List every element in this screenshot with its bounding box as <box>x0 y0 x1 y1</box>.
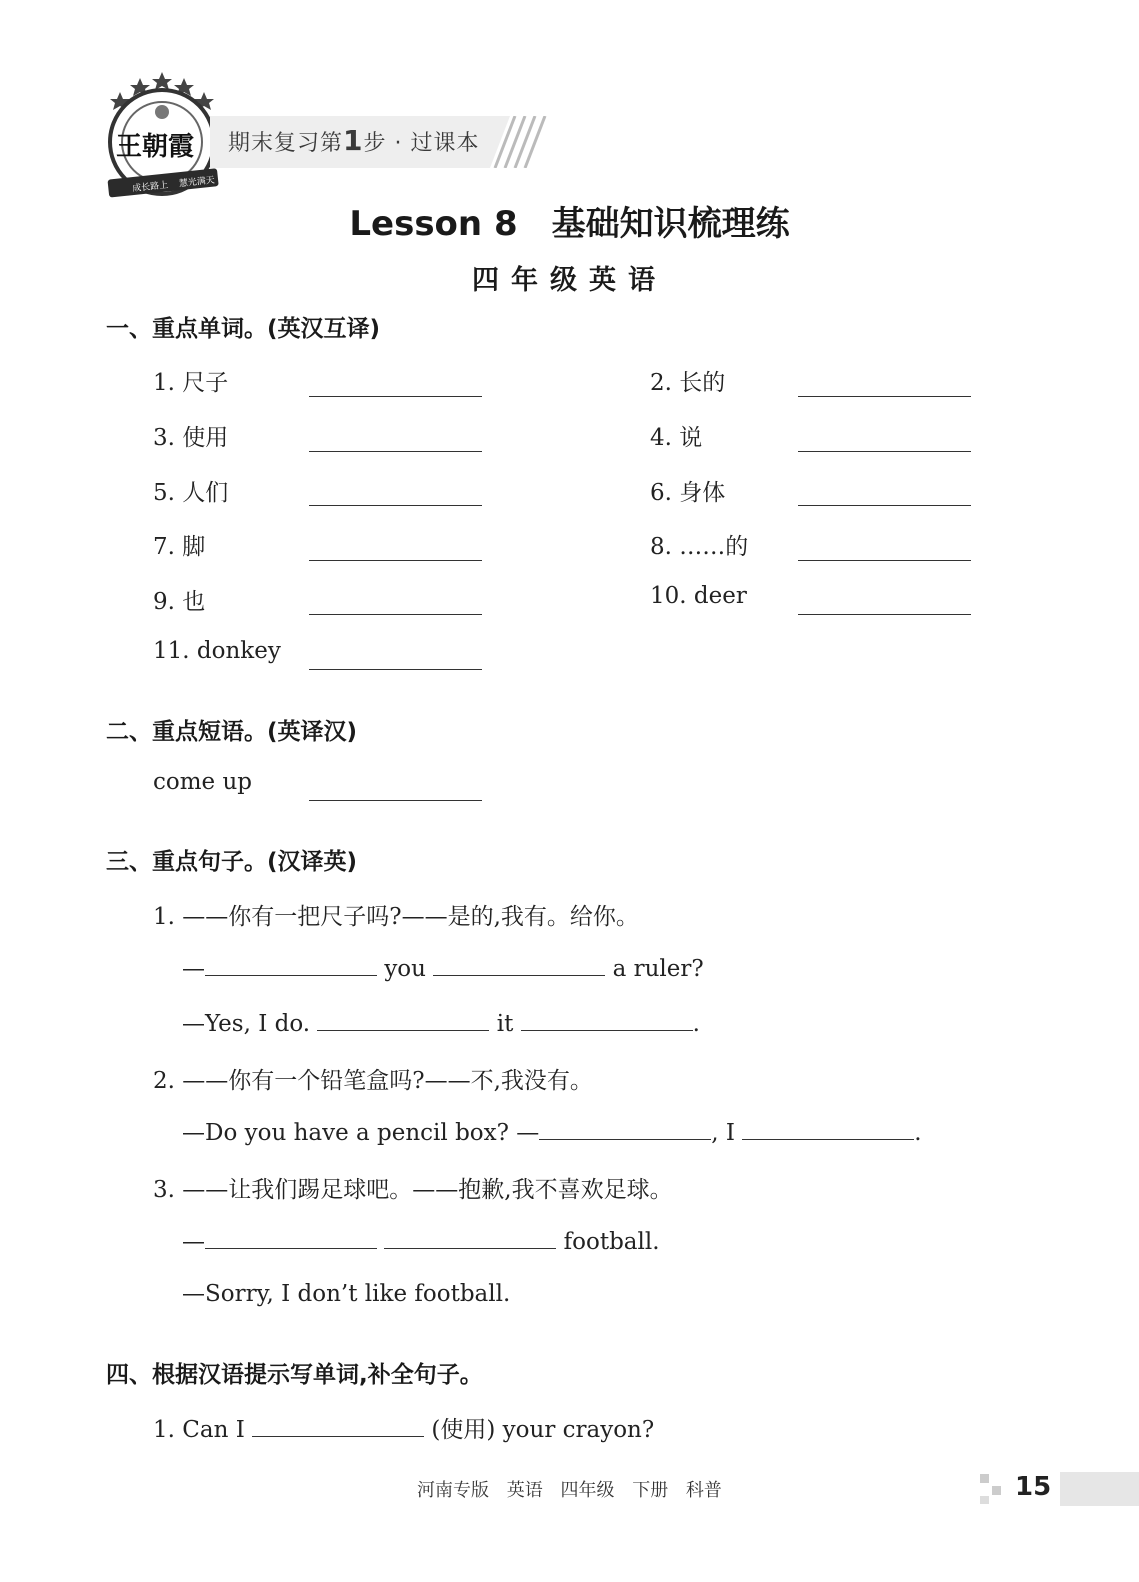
sentence-prompt: 1. ——你有一把尺子吗?——是的,我有。给你。 <box>153 904 639 930</box>
sentence-prompt: 3. ——让我们踢足球吧。——抱歉,我不喜欢足球。 <box>153 1177 673 1203</box>
answer-blank[interactable] <box>309 614 482 615</box>
word-item: 7. 脚 <box>153 534 206 560</box>
sentence-line: — football. <box>182 1226 660 1255</box>
word-item: 6. 身体 <box>650 480 726 506</box>
page-title: Lesson 8 基础知识梳理练 <box>349 204 790 244</box>
sentence-line: 1. Can I (使用) your crayon? <box>153 1411 654 1444</box>
section-4-heading: 四、根据汉语提示写单词,补全句子。 <box>106 1362 483 1388</box>
page-corner-pattern <box>980 1474 1010 1504</box>
footer-text: 河南专版 英语 四年级 下册 科普 <box>417 1480 722 1501</box>
page-subtitle: 四年级英语 <box>472 265 667 296</box>
answer-blank[interactable] <box>309 505 482 506</box>
page-number: 15 <box>1015 1472 1052 1502</box>
word-item: 2. 长的 <box>650 370 726 396</box>
answer-blank[interactable] <box>539 1117 711 1140</box>
word-item: 3. 使用 <box>153 425 229 451</box>
sentence-prompt: 2. ——你有一个铅笔盒吗?——不,我没有。 <box>153 1068 593 1094</box>
word-item: 9. 也 <box>153 589 206 615</box>
answer-blank[interactable] <box>317 1008 489 1031</box>
word-item: 8. ……的 <box>650 534 749 560</box>
answer-blank[interactable] <box>309 451 482 452</box>
word-item: 4. 说 <box>650 425 703 451</box>
word-item: 1. 尺子 <box>153 370 229 396</box>
phrase-item: come up <box>153 769 252 795</box>
section-3-heading: 三、重点句子。(汉译英) <box>106 849 358 875</box>
answer-blank[interactable] <box>521 1008 693 1031</box>
sentence-line: —Sorry, I don’t like football. <box>182 1281 511 1307</box>
section-1-heading: 一、重点单词。(英汉互译) <box>106 316 381 342</box>
word-item: 5. 人们 <box>153 480 229 506</box>
logo-text: 王朝霞 <box>116 132 195 162</box>
answer-blank[interactable] <box>798 560 971 561</box>
word-item: 10. deer <box>650 583 747 609</box>
logo-ribbon-text: 成长路上 慧光满天 <box>131 175 216 195</box>
answer-blank[interactable] <box>798 451 971 452</box>
section-2-heading: 二、重点短语。(英译汉) <box>106 719 358 745</box>
answer-blank[interactable] <box>309 669 482 670</box>
sentence-line: — you a ruler? <box>182 953 704 982</box>
answer-blank[interactable] <box>205 1226 377 1249</box>
answer-blank[interactable] <box>252 1414 424 1437</box>
sentence-line: —Yes, I do. it . <box>182 1008 700 1037</box>
answer-blank[interactable] <box>742 1117 914 1140</box>
sentence-line: —Do you have a pencil box? — , I . <box>182 1117 922 1146</box>
answer-blank[interactable] <box>205 953 377 976</box>
header-band-text: 期末复习第1步 · 过课本 <box>228 124 480 157</box>
answer-blank[interactable] <box>309 560 482 561</box>
answer-blank[interactable] <box>309 396 482 397</box>
word-item: 11. donkey <box>153 638 281 664</box>
answer-blank[interactable] <box>433 953 605 976</box>
answer-blank[interactable] <box>798 396 971 397</box>
page-number-bar <box>1060 1472 1139 1506</box>
answer-blank[interactable] <box>384 1226 556 1249</box>
answer-blank[interactable] <box>798 614 971 615</box>
answer-blank[interactable] <box>798 505 971 506</box>
answer-blank[interactable] <box>309 800 482 801</box>
